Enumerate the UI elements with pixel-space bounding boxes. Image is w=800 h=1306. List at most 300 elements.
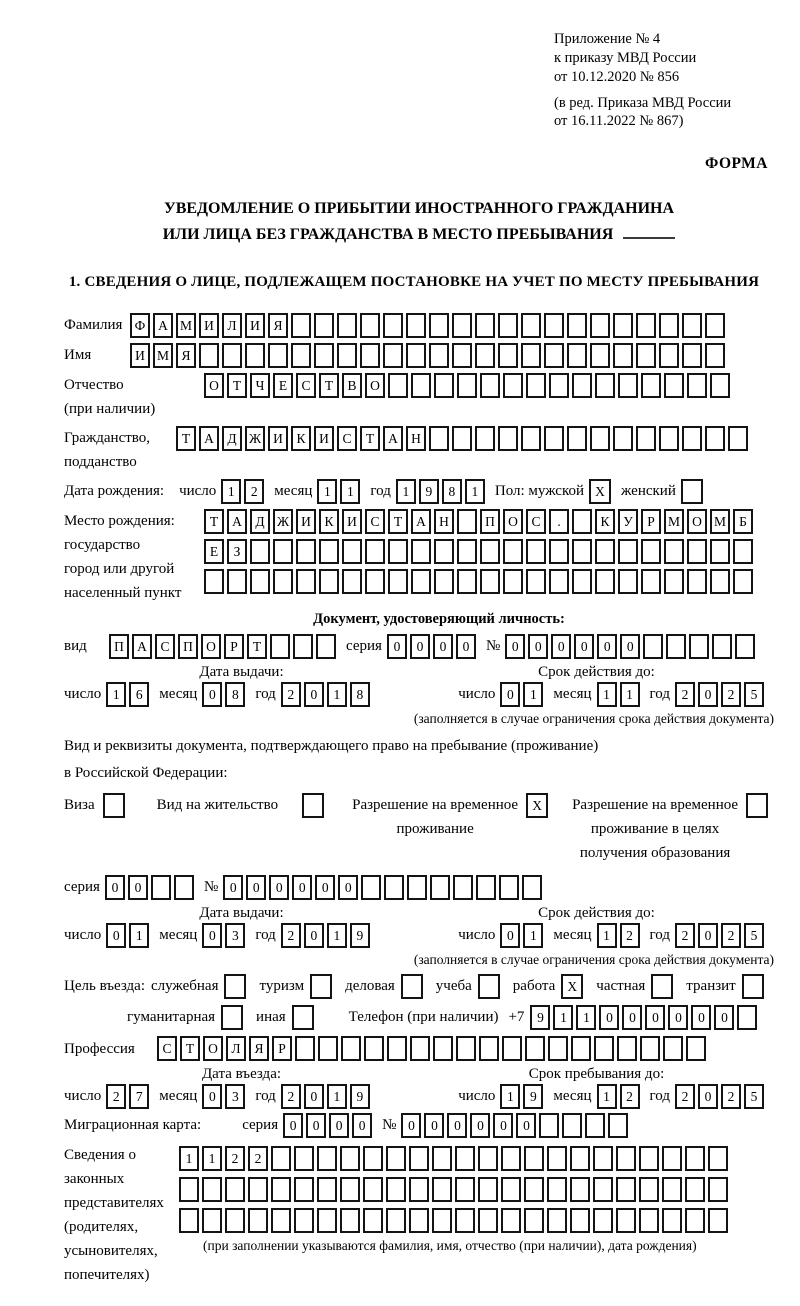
form-cell[interactable] — [317, 1208, 337, 1233]
form-cell[interactable] — [457, 569, 477, 594]
form-cell[interactable]: И — [296, 509, 316, 534]
form-cell[interactable]: 2 — [675, 1084, 695, 1109]
form-cell[interactable]: Я — [268, 313, 288, 338]
form-cell[interactable]: 0 — [202, 1084, 222, 1109]
form-cell[interactable] — [386, 1146, 406, 1171]
form-cell[interactable] — [498, 426, 518, 451]
form-cell[interactable] — [360, 343, 380, 368]
form-cell[interactable] — [572, 509, 592, 534]
form-cell[interactable] — [570, 1208, 590, 1233]
form-cell[interactable]: Т — [176, 426, 196, 451]
form-cell[interactable]: 2 — [225, 1146, 245, 1171]
form-cell[interactable] — [409, 1208, 429, 1233]
form-cell[interactable]: 0 — [574, 634, 594, 659]
form-cell[interactable] — [746, 793, 768, 818]
form-cell[interactable] — [429, 343, 449, 368]
form-cell[interactable] — [503, 539, 523, 564]
form-cell[interactable] — [429, 426, 449, 451]
form-cell[interactable] — [728, 426, 748, 451]
form-cell[interactable] — [342, 539, 362, 564]
form-cell[interactable] — [365, 569, 385, 594]
form-cell[interactable]: Л — [222, 313, 242, 338]
form-cell[interactable]: Н — [406, 426, 426, 451]
form-cell[interactable] — [616, 1208, 636, 1233]
form-cell[interactable] — [522, 875, 542, 900]
form-cell[interactable] — [199, 343, 219, 368]
form-cell[interactable]: 1 — [129, 923, 149, 948]
form-cell[interactable]: С — [337, 426, 357, 451]
form-cell[interactable] — [434, 539, 454, 564]
form-cell[interactable] — [296, 569, 316, 594]
form-cell[interactable] — [293, 634, 313, 659]
form-cell[interactable] — [593, 1208, 613, 1233]
form-cell[interactable] — [430, 875, 450, 900]
form-cell[interactable]: 0 — [401, 1113, 421, 1138]
form-cell[interactable] — [406, 313, 426, 338]
form-cell[interactable] — [708, 1146, 728, 1171]
form-cell[interactable] — [273, 539, 293, 564]
form-cell[interactable]: 2 — [281, 923, 301, 948]
form-cell[interactable]: П — [109, 634, 129, 659]
form-cell[interactable]: 0 — [714, 1005, 734, 1030]
form-cell[interactable]: 0 — [597, 634, 617, 659]
form-cell[interactable] — [429, 313, 449, 338]
form-cell[interactable] — [179, 1208, 199, 1233]
form-cell[interactable] — [316, 634, 336, 659]
form-cell[interactable] — [222, 343, 242, 368]
form-cell[interactable]: О — [687, 509, 707, 534]
form-cell[interactable] — [618, 373, 638, 398]
form-cell[interactable] — [524, 1177, 544, 1202]
form-cell[interactable] — [503, 569, 523, 594]
form-cell[interactable]: 9 — [350, 923, 370, 948]
form-cell[interactable] — [590, 426, 610, 451]
form-cell[interactable] — [549, 569, 569, 594]
form-cell[interactable]: 0 — [304, 923, 324, 948]
form-cell[interactable] — [340, 1208, 360, 1233]
form-cell[interactable]: 1 — [396, 479, 416, 504]
form-cell[interactable]: 1 — [523, 682, 543, 707]
form-cell[interactable] — [526, 569, 546, 594]
form-cell[interactable] — [712, 634, 732, 659]
form-cell[interactable] — [708, 1177, 728, 1202]
form-cell[interactable]: 0 — [698, 923, 718, 948]
form-cell[interactable] — [388, 373, 408, 398]
form-cell[interactable] — [318, 1036, 338, 1061]
form-cell[interactable] — [302, 793, 324, 818]
form-cell[interactable] — [248, 1177, 268, 1202]
form-cell[interactable]: 0 — [551, 634, 571, 659]
form-cell[interactable] — [291, 313, 311, 338]
form-cell[interactable]: Е — [204, 539, 224, 564]
form-cell[interactable]: 2 — [721, 923, 741, 948]
form-cell[interactable] — [590, 313, 610, 338]
form-cell[interactable] — [595, 569, 615, 594]
form-cell[interactable] — [685, 1146, 705, 1171]
form-cell[interactable] — [594, 1036, 614, 1061]
form-cell[interactable] — [295, 1036, 315, 1061]
form-cell[interactable] — [525, 1036, 545, 1061]
form-cell[interactable] — [224, 974, 246, 999]
form-cell[interactable] — [664, 373, 684, 398]
form-cell[interactable] — [386, 1177, 406, 1202]
form-cell[interactable]: 0 — [447, 1113, 467, 1138]
form-cell[interactable]: 0 — [599, 1005, 619, 1030]
form-cell[interactable]: 1 — [317, 479, 337, 504]
form-cell[interactable] — [590, 343, 610, 368]
form-cell[interactable] — [476, 875, 496, 900]
form-cell[interactable] — [608, 1113, 628, 1138]
form-cell[interactable]: Б — [733, 509, 753, 534]
form-cell[interactable]: 1 — [202, 1146, 222, 1171]
form-cell[interactable]: 2 — [675, 923, 695, 948]
form-cell[interactable] — [341, 1036, 361, 1061]
form-cell[interactable] — [361, 875, 381, 900]
form-cell[interactable]: 1 — [221, 479, 241, 504]
form-cell[interactable] — [613, 343, 633, 368]
form-cell[interactable]: Т — [319, 373, 339, 398]
form-cell[interactable]: 8 — [350, 682, 370, 707]
form-cell[interactable]: 0 — [329, 1113, 349, 1138]
form-cell[interactable]: 6 — [129, 682, 149, 707]
form-cell[interactable] — [151, 875, 171, 900]
form-cell[interactable] — [386, 1208, 406, 1233]
form-cell[interactable] — [593, 1177, 613, 1202]
form-cell[interactable]: 2 — [248, 1146, 268, 1171]
form-cell[interactable]: И — [314, 426, 334, 451]
form-cell[interactable] — [433, 1036, 453, 1061]
form-cell[interactable] — [682, 313, 702, 338]
form-cell[interactable] — [204, 569, 224, 594]
form-cell[interactable] — [521, 313, 541, 338]
form-cell[interactable] — [383, 343, 403, 368]
form-cell[interactable] — [662, 1208, 682, 1233]
form-cell[interactable]: X — [561, 974, 583, 999]
form-cell[interactable]: 3 — [225, 1084, 245, 1109]
form-cell[interactable] — [202, 1208, 222, 1233]
form-cell[interactable] — [365, 539, 385, 564]
form-cell[interactable]: 9 — [523, 1084, 543, 1109]
form-cell[interactable] — [455, 1146, 475, 1171]
form-cell[interactable] — [710, 569, 730, 594]
form-cell[interactable] — [432, 1177, 452, 1202]
form-cell[interactable] — [547, 1146, 567, 1171]
form-cell[interactable]: М — [710, 509, 730, 534]
form-cell[interactable]: 0 — [106, 923, 126, 948]
form-cell[interactable]: М — [664, 509, 684, 534]
form-cell[interactable]: И — [268, 426, 288, 451]
form-cell[interactable] — [735, 634, 755, 659]
form-cell[interactable] — [294, 1146, 314, 1171]
form-cell[interactable] — [549, 539, 569, 564]
form-cell[interactable] — [245, 343, 265, 368]
form-cell[interactable] — [572, 539, 592, 564]
form-cell[interactable] — [340, 1146, 360, 1171]
form-cell[interactable] — [384, 875, 404, 900]
form-cell[interactable] — [521, 343, 541, 368]
form-cell[interactable] — [271, 1208, 291, 1233]
form-cell[interactable] — [310, 974, 332, 999]
form-cell[interactable]: 2 — [244, 479, 264, 504]
form-cell[interactable] — [686, 1036, 706, 1061]
form-cell[interactable] — [651, 974, 673, 999]
form-cell[interactable]: А — [153, 313, 173, 338]
form-cell[interactable]: 0 — [493, 1113, 513, 1138]
form-cell[interactable]: 0 — [304, 1084, 324, 1109]
form-cell[interactable]: О — [201, 634, 221, 659]
form-cell[interactable]: 5 — [744, 682, 764, 707]
form-cell[interactable]: . — [549, 509, 569, 534]
form-cell[interactable]: А — [132, 634, 152, 659]
form-cell[interactable] — [317, 1146, 337, 1171]
form-cell[interactable] — [294, 1177, 314, 1202]
form-cell[interactable] — [548, 1036, 568, 1061]
form-cell[interactable] — [364, 1036, 384, 1061]
form-cell[interactable] — [618, 569, 638, 594]
form-cell[interactable] — [689, 634, 709, 659]
form-cell[interactable] — [499, 875, 519, 900]
form-cell[interactable] — [179, 1177, 199, 1202]
form-cell[interactable] — [544, 343, 564, 368]
form-cell[interactable] — [452, 426, 472, 451]
form-cell[interactable] — [248, 1208, 268, 1233]
form-cell[interactable] — [639, 1146, 659, 1171]
form-cell[interactable] — [452, 343, 472, 368]
form-cell[interactable]: 1 — [465, 479, 485, 504]
form-cell[interactable] — [291, 343, 311, 368]
form-cell[interactable]: Т — [227, 373, 247, 398]
form-cell[interactable] — [407, 875, 427, 900]
form-cell[interactable]: 0 — [202, 682, 222, 707]
form-cell[interactable] — [547, 1208, 567, 1233]
form-cell[interactable] — [616, 1146, 636, 1171]
form-cell[interactable]: 0 — [338, 875, 358, 900]
form-cell[interactable]: 0 — [306, 1113, 326, 1138]
form-cell[interactable]: 0 — [698, 682, 718, 707]
form-cell[interactable] — [617, 1036, 637, 1061]
form-cell[interactable] — [662, 1146, 682, 1171]
form-cell[interactable] — [737, 1005, 757, 1030]
form-cell[interactable] — [250, 569, 270, 594]
form-cell[interactable]: А — [383, 426, 403, 451]
form-cell[interactable] — [705, 313, 725, 338]
form-cell[interactable] — [640, 1036, 660, 1061]
form-cell[interactable]: Д — [250, 509, 270, 534]
form-cell[interactable]: П — [178, 634, 198, 659]
form-cell[interactable]: И — [342, 509, 362, 534]
form-cell[interactable] — [337, 343, 357, 368]
form-cell[interactable] — [570, 1146, 590, 1171]
form-cell[interactable]: 0 — [691, 1005, 711, 1030]
form-cell[interactable] — [457, 373, 477, 398]
form-cell[interactable]: С — [526, 509, 546, 534]
form-cell[interactable] — [687, 539, 707, 564]
form-cell[interactable] — [478, 1146, 498, 1171]
form-cell[interactable] — [524, 1208, 544, 1233]
form-cell[interactable]: 1 — [327, 682, 347, 707]
form-cell[interactable] — [742, 974, 764, 999]
form-cell[interactable] — [595, 539, 615, 564]
form-cell[interactable] — [225, 1208, 245, 1233]
form-cell[interactable]: 2 — [721, 1084, 741, 1109]
form-cell[interactable]: 2 — [106, 1084, 126, 1109]
form-cell[interactable]: О — [503, 509, 523, 534]
form-cell[interactable] — [593, 1146, 613, 1171]
form-cell[interactable]: С — [365, 509, 385, 534]
form-cell[interactable] — [432, 1208, 452, 1233]
form-cell[interactable]: 0 — [283, 1113, 303, 1138]
form-cell[interactable] — [478, 974, 500, 999]
form-cell[interactable] — [388, 569, 408, 594]
form-cell[interactable] — [526, 539, 546, 564]
form-cell[interactable] — [227, 569, 247, 594]
form-cell[interactable]: 0 — [352, 1113, 372, 1138]
form-cell[interactable] — [363, 1208, 383, 1233]
form-cell[interactable] — [387, 1036, 407, 1061]
form-cell[interactable] — [455, 1177, 475, 1202]
form-cell[interactable]: Ж — [273, 509, 293, 534]
form-cell[interactable]: 0 — [500, 682, 520, 707]
form-cell[interactable] — [659, 313, 679, 338]
form-cell[interactable]: 0 — [246, 875, 266, 900]
form-cell[interactable] — [453, 875, 473, 900]
form-cell[interactable]: К — [595, 509, 615, 534]
form-cell[interactable] — [314, 313, 334, 338]
form-cell[interactable] — [455, 1208, 475, 1233]
form-cell[interactable]: 1 — [597, 1084, 617, 1109]
form-cell[interactable]: 1 — [523, 923, 543, 948]
form-cell[interactable]: А — [199, 426, 219, 451]
form-cell[interactable]: Р — [641, 509, 661, 534]
form-cell[interactable] — [544, 313, 564, 338]
form-cell[interactable] — [570, 1177, 590, 1202]
form-cell[interactable] — [174, 875, 194, 900]
form-cell[interactable]: 2 — [281, 682, 301, 707]
form-cell[interactable] — [502, 1036, 522, 1061]
form-cell[interactable] — [659, 426, 679, 451]
form-cell[interactable] — [478, 1177, 498, 1202]
form-cell[interactable]: И — [199, 313, 219, 338]
form-cell[interactable]: М — [153, 343, 173, 368]
form-cell[interactable]: 1 — [553, 1005, 573, 1030]
form-cell[interactable] — [526, 373, 546, 398]
form-cell[interactable]: И — [130, 343, 150, 368]
form-cell[interactable]: З — [227, 539, 247, 564]
form-cell[interactable] — [225, 1177, 245, 1202]
form-cell[interactable]: Т — [180, 1036, 200, 1061]
form-cell[interactable] — [562, 1113, 582, 1138]
form-cell[interactable]: 0 — [516, 1113, 536, 1138]
form-cell[interactable] — [406, 343, 426, 368]
form-cell[interactable] — [687, 569, 707, 594]
form-cell[interactable] — [639, 1177, 659, 1202]
form-cell[interactable] — [271, 1146, 291, 1171]
form-cell[interactable]: А — [411, 509, 431, 534]
form-cell[interactable] — [103, 793, 125, 818]
form-cell[interactable] — [639, 1208, 659, 1233]
form-cell[interactable] — [411, 569, 431, 594]
form-cell[interactable]: 0 — [620, 634, 640, 659]
form-cell[interactable] — [270, 634, 290, 659]
form-cell[interactable] — [501, 1177, 521, 1202]
form-cell[interactable] — [641, 569, 661, 594]
form-cell[interactable] — [221, 1005, 243, 1030]
form-cell[interactable]: Я — [249, 1036, 269, 1061]
form-cell[interactable] — [641, 539, 661, 564]
form-cell[interactable] — [571, 1036, 591, 1061]
form-cell[interactable]: Я — [176, 343, 196, 368]
form-cell[interactable] — [501, 1146, 521, 1171]
form-cell[interactable]: 9 — [419, 479, 439, 504]
form-cell[interactable]: Д — [222, 426, 242, 451]
form-cell[interactable] — [636, 313, 656, 338]
form-cell[interactable]: 1 — [106, 682, 126, 707]
form-cell[interactable] — [572, 569, 592, 594]
form-cell[interactable] — [547, 1177, 567, 1202]
form-cell[interactable]: И — [245, 313, 265, 338]
form-cell[interactable] — [636, 343, 656, 368]
form-cell[interactable]: 0 — [202, 923, 222, 948]
form-cell[interactable] — [613, 426, 633, 451]
form-cell[interactable] — [434, 569, 454, 594]
form-cell[interactable] — [567, 313, 587, 338]
form-cell[interactable]: 1 — [597, 923, 617, 948]
form-cell[interactable]: 1 — [340, 479, 360, 504]
form-cell[interactable] — [342, 569, 362, 594]
form-cell[interactable] — [613, 313, 633, 338]
form-cell[interactable] — [663, 1036, 683, 1061]
form-cell[interactable] — [501, 1208, 521, 1233]
form-cell[interactable]: 5 — [744, 923, 764, 948]
form-cell[interactable] — [585, 1113, 605, 1138]
form-cell[interactable] — [708, 1208, 728, 1233]
form-cell[interactable]: 0 — [622, 1005, 642, 1030]
form-cell[interactable] — [268, 343, 288, 368]
form-cell[interactable]: 0 — [292, 875, 312, 900]
form-cell[interactable]: А — [227, 509, 247, 534]
form-cell[interactable]: Н — [434, 509, 454, 534]
form-cell[interactable] — [636, 426, 656, 451]
form-cell[interactable]: 1 — [327, 923, 347, 948]
form-cell[interactable]: О — [204, 373, 224, 398]
form-cell[interactable] — [409, 1177, 429, 1202]
form-cell[interactable]: 0 — [223, 875, 243, 900]
form-cell[interactable] — [641, 373, 661, 398]
form-cell[interactable] — [457, 509, 477, 534]
form-cell[interactable]: 9 — [530, 1005, 550, 1030]
form-cell[interactable] — [549, 373, 569, 398]
form-cell[interactable]: Р — [224, 634, 244, 659]
form-cell[interactable] — [572, 373, 592, 398]
form-cell[interactable] — [567, 343, 587, 368]
form-cell[interactable]: 2 — [721, 682, 741, 707]
form-cell[interactable]: 0 — [505, 634, 525, 659]
form-cell[interactable] — [409, 1146, 429, 1171]
form-cell[interactable]: Ж — [245, 426, 265, 451]
form-cell[interactable] — [319, 569, 339, 594]
form-cell[interactable] — [643, 634, 663, 659]
form-cell[interactable]: 0 — [424, 1113, 444, 1138]
form-cell[interactable]: Ф — [130, 313, 150, 338]
form-cell[interactable]: К — [291, 426, 311, 451]
form-cell[interactable] — [733, 539, 753, 564]
form-cell[interactable] — [452, 313, 472, 338]
form-cell[interactable] — [411, 373, 431, 398]
form-cell[interactable]: 9 — [350, 1084, 370, 1109]
form-cell[interactable]: 0 — [315, 875, 335, 900]
form-cell[interactable] — [273, 569, 293, 594]
form-cell[interactable] — [503, 373, 523, 398]
